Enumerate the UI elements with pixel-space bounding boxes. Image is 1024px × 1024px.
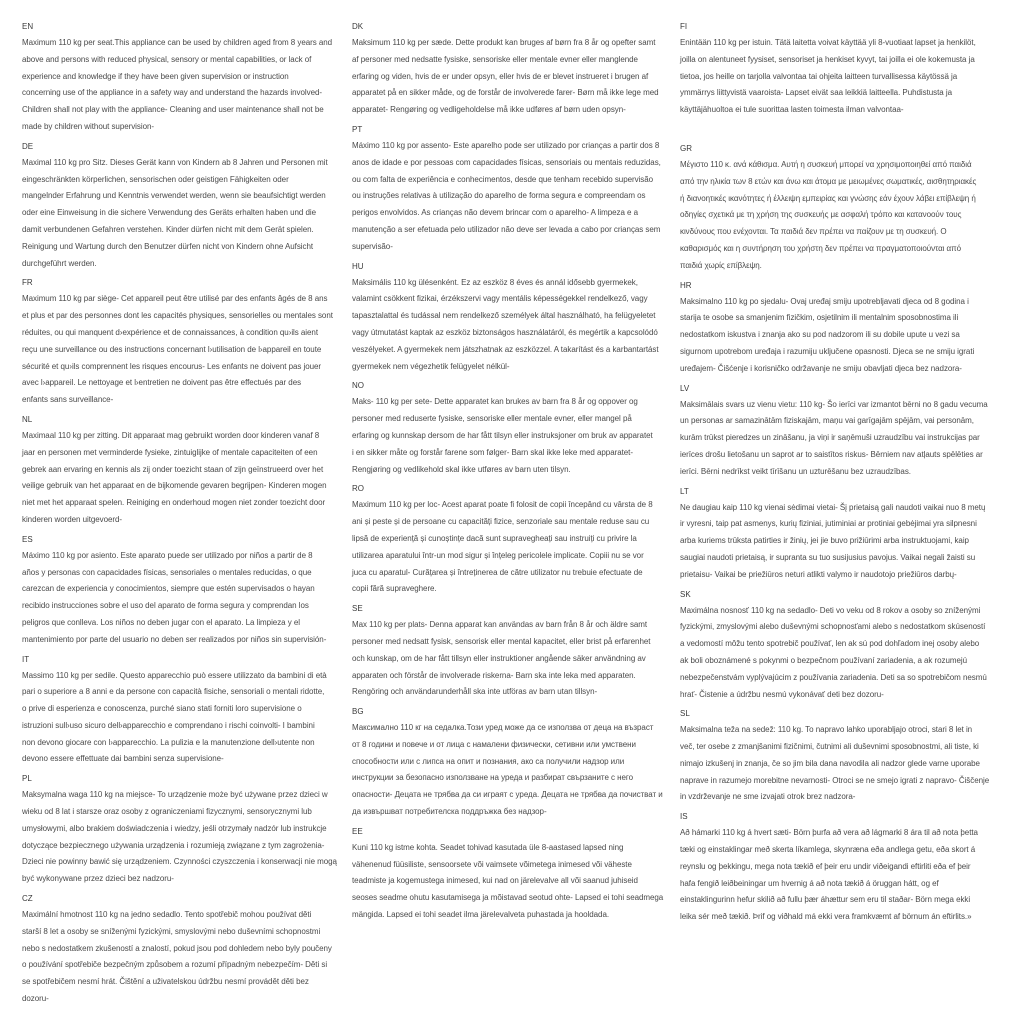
warning-text-line: durchgeführt werden. [22,258,97,268]
warning-text-line: Að hámarki 110 kg á hvert sæti- Börn þurfa að vera að lágmarki 8 ára til að nota þetta [680,828,978,838]
warning-text-line: да извършват потребителска поддръжка без надзор- [352,807,547,817]
warning-text-line: recibido instrucciones sobre el uso del aparato de forma segura y comprendan los [22,601,309,611]
warning-text-line: Maksimālais svars uz vienu vietu: 110 kg- Šo ierīci var izmantot bērni no 8 gadu vecuma [680,399,988,409]
warning-text-line: supervisão- [352,241,393,251]
warning-text-line: istruzioni sull›uso sicuro dell›apparecchio e comprendano i rischi coinvolti- I bambini [22,720,315,730]
warning-text-line: manutenção a ser efetuada pelo utilizador não deve ser levada a cabo por crianças sem [352,224,661,234]
warning-text-line: avec l›appareil. Le nettoyage et l›entretien ne doivent pas être effectués par des [22,378,302,388]
warning-text-line: i en sikker måte og forstår farene som følger- Barn skal ikke leke med apparatet- [352,447,633,457]
warning-text-line: apparatet- Rengøring og vedligeholdelse må ikke udføres af børn uden opsyn- [352,105,626,115]
warning-text-line: concerning use of the appliance in a safety way and understand the hazards involved- [22,88,322,98]
language-code: EN [22,22,34,31]
warning-text-line: perigos envolvidos. As crianças não devem brincar com o aparelho- A limpeza e a [352,208,638,218]
warning-section-it [22,652,356,769]
warning-text-line: valamint csökkent fizikai, érzékszervi vagy mentális képességekkel rendelkező, vagy [352,294,648,304]
warning-section-hr [680,278,1014,378]
warning-text-line: erfaring og kunnskap dersom de har fått tilsyn eller instruksjoner om bruk av apparatet [352,430,653,440]
warning-text-line: starší 8 let a osoby se sníženými fyzickými, smyslovými nebo duševními schopnostmi [22,926,321,936]
warning-text-line: reynslu og þekkingu, mega nota tækið ef þeir eru undir viðeigandi eftirliti eða ef þeir [680,861,971,871]
warning-text-line: nedostatkom iskustva i znanja ako su pod nadzorom ili su dobile upute u vezi sa [680,330,960,340]
warning-text-line: Dzieci nie powinny bawić się urządzeniem. Czynności czyszczenia i konserwacji nie mogą [22,857,337,867]
warning-section-pt [352,122,686,256]
language-code: NL [22,414,33,424]
warning-text-line: ou instruções relativas à utilização do aparelho de forma segura e compreendam os [352,191,646,201]
language-code: SE [352,604,363,614]
warning-text-line: juca cu aparatul- Curățarea și întreținerea de către utilizator nu trebuie efectuate de [352,567,643,577]
language-code: HU [352,261,364,271]
warning-text-line: več, ter osebe z zmanjšanimi fizičnimi, čutnimi ali duševnimi sposobnostmi, ali tiste, ki [680,742,979,752]
warning-text-line: jaar en personen met verminderde fysieke, zintuiglijke of mentale capaciteiten of een [22,447,318,457]
language-code: ES [22,534,33,544]
warning-section-en [22,19,356,136]
warning-text-line: prietaisu- Vaikai be priežiūros neturi atlikti valymo ir naudotojo priežiūros darbų- [680,569,957,579]
warning-text-line: experience and knowledge if they have been given supervision or instruction [22,71,289,81]
warning-text-line: seoses seadme ohutu kasutamisega ja mõistavad seotud ohte- Lapsed ei tohi seadmega [352,893,664,903]
language-code: CZ [22,894,33,904]
warning-text-line: Ne daugiau kaip 110 kg vienai sėdimai vietai- Šį prietaisą gali naudoti vaikai nuo 8 metų [680,502,986,512]
warning-text-line: made by children without supervision- [22,121,154,131]
warning-section-no [352,378,686,478]
warning-text-line: Rengöring och användarunderhåll ska inte utföras av barn utan tillsyn- [352,687,598,697]
language-code: DK [352,22,364,31]
language-code: DE [22,141,34,151]
warning-text-line: ierīci. Bērni nedrīkst veikt tīrīšanu un uzturēšanu bez uzraudzības. [680,466,911,476]
warning-section-pl [22,771,356,888]
warning-text-line: nebo s nedostatkem zkušeností a znalostí, pokud jsou pod dohledem nebo byly poučeny [22,943,332,953]
warning-text-line: способности или с липса на опит и познания, ако са получили надзор или [352,756,625,766]
warning-text-line: leika sér með tækið. Þrif og viðhald má ekki vera framkvæmt af börnum án eftirlits.» [680,912,972,922]
warning-text-line: och kunskap, om de har fått tillsyn eller instruktioner angående säker användning av [352,653,646,663]
language-code: HR [680,280,692,290]
column-left [22,19,356,1011]
language-code: BG [352,707,364,717]
language-code: EE [352,826,363,836]
warning-text-line: опасности- Децата не трябва да си играят с уреда. Децата не трябва да почистват и [352,790,663,800]
warning-text-line: eingeschränkten körperlichen, sensorischen oder geistigen Fähigkeiten oder [22,174,289,184]
warning-text-line: oder eine Einweisung in die sichere Verwendung des Geräts erhalten haben und die [22,208,316,218]
warning-text-line: gyermekek nem végezhetik felügyelet nélkül- [352,361,510,371]
language-code: GR [680,143,692,153]
warning-section-sl [680,706,1014,806]
language-code: IS [680,812,688,822]
warning-text-line: tietoa, jos heille on tarjolla valvontaa tai ohjeita laitteen turvallisessa käytössä ja [680,71,958,81]
warning-text-line: Reinigung und Wartung durch den Benutzer dürfen nicht von Kindern ohne Aufsicht [22,241,314,251]
warning-section-bg [352,704,686,821]
warning-text-line: mängida. Lapsed ei tohi seadet ilma järelevalveta puhastada ja hooldada. [352,910,610,920]
warning-text-line: hrať- Čistenie a údržbu nesmú vykonávať deti bez dozoru- [680,689,884,699]
warning-text-line: kurām trūkst pieredzes un zināšanu, ja viņi ir saņēmuši uzraudzību vai instrukcijas par [680,433,980,443]
warning-text-line: arba kuriems trūksta patirties ir žinių, jei jie buvo prižiūrimi arba instruktuojami, kaip [680,536,969,546]
language-code: LV [680,383,690,393]
warning-text-line: Maximal 110 kg pro Sitz. Dieses Gerät kann von Kindern ab 8 Jahren und Personen mit [22,157,328,167]
warning-text-line: Maximum 110 kg per seat.This appliance can be used by children aged from 8 years and [22,38,333,47]
warning-text-line: инструкции за безопасно използване на уреда и разбират свързаните с него [352,773,634,783]
warning-text-line: Maksimalno 110 kg po sjedalu- Ovaj uređaj smiju upotrebljavati djeca od 8 godina i [680,296,969,306]
warning-text-line: peligros que conlleva. Los niños no deben jugar con el aparato. La limpieza y el [22,617,300,627]
warning-section-cz [22,891,356,1008]
warning-section-de [22,139,356,273]
warning-section-fi [680,19,1014,119]
warning-text-line: από την ηλικία των 8 ετών και άνω και άτομα με μειωμένες σωματικές, αισθητηριακές [680,176,977,186]
warning-text-line: umysłowymi, albo brakiem doświadczenia i wiedzy, jeśli otrzymały nadzór lub instrukcje [22,823,327,833]
warning-text-line: Максимално 110 кг на седалка.Този уред може да се използва от деца на възраст [352,723,654,733]
warning-text-line: Massimo 110 kg per sedile. Questo apparecchio può essere utilizzato da bambini di età [22,670,327,680]
warning-text-line: Máximo 110 kg por asiento. Este aparato puede ser utilizado por niños a partir de 8 [22,550,313,560]
warning-text-line: niet met het apparaat spelen. Reiniging en onderhoud mogen niet zonder toezicht door [22,498,326,508]
warning-text-line: copii fără supraveghere. [352,584,437,594]
language-code: FI [680,22,688,31]
warning-text-line: kinderen worden uitgevoerd- [22,514,123,524]
warning-text-line: erfaring og viden, hvis de er under opsyn, eller hvis de er blevet instrueret i brugen af [352,71,649,81]
warning-text-line: sécurité et qu›ils comprennent les risques encourus- Les enfants ne doivent pas jouer [22,361,322,371]
warning-text-line: Enintään 110 kg per istuin. Tätä laitetta voivat käyttää yli 8-vuotiaat lapset ja henkilöt, [680,38,976,47]
language-code: SK [680,589,691,599]
warning-text-line: anos de idade e por pessoas com capacidades físicas, sensoriais ou mentais reduzidas, [352,157,661,167]
warning-text-line: ou com falta de experiência e conhecimentos, desde que tenham recebido supervisão [352,174,654,184]
warning-text-line: años y personas con capacidades físicas, sensoriales o mentales reducidas, o que [22,567,312,577]
warning-text-line: wieku od 8 lat i starsze oraz osoby z ograniczeniami fizycznymi, sensorycznymi lub [22,807,312,817]
warning-text-line: non devono giocare con l›apparecchio. La pulizia e la manutenzione dell›utente non [22,737,315,747]
warning-text-line: naprave in razumejo morebitne nevarnosti- Otroci se ne smejo igrati z napravo- Čiščenje [680,775,990,785]
warning-text-line: o používání spotřebiče bezpečným způsobem a rozumí případným nebezpečím- Děti si [22,960,328,970]
warning-section-ee [352,824,686,924]
warning-text-line: ak boli oboznámené s pokynmi o bezpečnom používaní zariadenia, a ak rozumejú [680,655,968,665]
warning-section-gr [680,141,1014,275]
warning-text-line: ierīces drošu lietošanu un saprot ar to saistītos riskus- Bērniem nav atļauts spēlēties ar [680,449,983,459]
warning-text-line: hafa fengið leiðbeiningar um hvernig á að nota tækið á öruggan hátt, og ef [680,878,939,888]
warning-section-se [352,601,686,701]
warning-text-line: nimajo izkušenj in znanja, če so jim bila dana navodila ali nadzor glede varne uporabe [680,758,980,768]
warning-text-line: Maksimalna teža na sedež: 110 kg. To napravo lahko uporabljajo otroci, stari 8 let in [680,725,973,735]
warning-text-line: above and persons with reduced physical, sensory or mental capabilities, or lack of [22,54,312,64]
warning-text-line: lipsă de experiență și cunoștințe dacă sunt supravegheați sau instruiți cu privire la [352,533,637,543]
warning-section-dk [352,19,686,119]
warning-text-line: in vzdrževanje ne sme izvajati otrok brez nadzora- [680,792,856,802]
language-code: LT [680,486,689,496]
warning-text-line: un personas ar samazinātām fiziskajām, maņu vai garīgajām spējām, vai personām, [680,416,974,426]
warning-text-line: ani și peste și de persoane cu capacități fizice, senzoriale sau mentale reduse sau cu [352,517,650,527]
warning-text-line: teadmiste ja kogemustega inimesed, kui nad on järelevalve all või saanud juhiseid [352,876,638,886]
warning-text-line: κινδύνους που ενέχονται. Τα παιδιά δεν πρέπει να παίζουν με τη συσκευή. Ο [680,227,947,237]
warning-section-ro [352,481,686,598]
warning-text-line: οδηγίες σχετικά με τη χρήση της συσκευής με ασφαλή τρόπο και κατανοούν τους [680,210,962,220]
warning-text-line: uređajem- Čišćenje i korisničko održavanje ne smiju obavljati djeca bez nadzora- [680,363,962,373]
language-code: SL [680,709,690,719]
warning-section-sk [680,587,1014,704]
warning-text-line: gebrek aan ervaring en kennis als zij onder toezicht staan of zijn geïnstrueerd over het [22,464,324,474]
language-code: IT [22,654,30,664]
warning-text-line: reçu une surveillance ou des instructions concernant l›utilisation de l›appareil en toute [22,344,322,354]
column-middle [352,19,686,927]
warning-text-line: o prive di esperienza e conoscenza, purché siano stati forniti loro supervisione o [22,704,302,714]
language-code: NO [352,381,364,391]
warning-text-line: saugiai naudoti prietaisą, ir supranta su tuo susijusius pavojus. Vaikai negali žaisti su [680,552,976,562]
warning-text-line: fyzickými, zmyslovými alebo duševnými schopnosťami alebo s nedostatkom skúseností [680,622,986,632]
warning-text-line: Maximaal 110 kg per zitting. Dit apparaat mag gebruikt worden door kinderen vanaf 8 [22,430,320,440]
warning-text-line: Max 110 kg per plats- Denna apparat kan användas av barn från 8 år och äldre samt [352,620,648,630]
warning-text-line: dotyczące bezpiecznego używania urządzenia i rozumieją związane z tym zagrożenia- [22,840,325,850]
warning-text-line: apparatet på en sikker måde, og de forstår de involverede farer- Børn må ikke lege med [352,88,659,98]
warning-text-line: sigurnom upotrebom uređaja i razumiju uključene opasnosti. Djeca se ne smiju igrati [680,346,975,356]
warning-text-line: от 8 години и повече и от лица с намалени физически, сетивни или умствени [352,739,636,749]
column-right [680,19,1014,929]
warning-text-line: Kuni 110 kg istme kohta. Seadet tohivad kasutada üle 8-aastased lapsed ning [352,842,624,852]
warning-text-line: joilla on alentuneet fyysiset, sensoriset ja henkiset kyvyt, tai joilla ei ole kokemusta ja [680,54,975,64]
language-code: PT [352,124,363,134]
warning-text-line: vagy útmutatást kaptak az eszköz biztonságos használatáról, és megértik a kapcsolódó [352,327,658,337]
warning-text-line: ymmärrys liittyvistä vaaroista- Lapset eivät saa leikkiä laitteella. Puhdistusta ja [680,88,952,98]
warning-text-line: Maximálna nosnosť 110 kg na sedadlo- Deti vo veku od 8 rokov a osoby so zníženými [680,605,981,615]
warning-text-line: af personer med nedsatte fysiske, sensoriske eller mentale evner eller manglende [352,54,638,64]
warning-text-line: personer med nedsatt fysisk, sensorisk eller mental kapacitet, eller brist på erfarenhet [352,636,651,646]
warning-text-line: mantenimiento por parte del usuario no deben ser realizados por niños sin supervisión- [22,634,327,644]
warning-text-line: Μέγιστο 110 κ. ανά κάθισμα. Αυτή η συσκευή μπορεί να χρησιμοποιηθεί από παιδιά [680,159,972,169]
language-code: PL [22,774,32,784]
warning-text-line: carezcan de experiencia y conocimientos, siempre que estén supervisados o hayan [22,584,315,594]
warning-text-line: veilige gebruik van het apparaat en de bijkomende gevaren begrijpen- Kinderen mogen [22,481,327,491]
warning-text-line: réduites, ou qui manquent d›expérience et de connaissances, à condition qu›ils aient [22,327,318,337]
warning-text-line: ir vyresni, taip pat asmenys, kurių fiziniai, jutiminiai ar protiniai gebėjimai yra silpnesni [680,519,977,529]
warning-text-line: Maksimális 110 kg ülésenként. Ez az eszköz 8 éves és annál idősebb gyermekek, [352,277,638,287]
warning-text-line: vähenenud füüsiliste, sensoorsete või vaimsete võimetega inimesed või väheste [352,859,632,869]
warning-text-line: Maksimum 110 kg per sæde. Dette produkt kan bruges af børn fra 8 år og opefter samt [352,38,656,47]
warning-text-line: Maximum 110 kg per loc- Acest aparat poate fi folosit de copii începând cu vârsta de 8 [352,500,653,510]
warning-section-es [22,532,356,649]
warning-text-line: se spotřebičem nesmí hrát. Čištění a uživatelskou údržbu nesmí provádět děti bez [22,977,309,987]
warning-text-line: Maksymalna waga 110 kg na miejsce- To urządzenie może być używane przez dzieci w [22,790,328,800]
warning-text-line: et plus et par des personnes dont les capacités physiques, sensorielles ou mentales sont [22,311,333,321]
warning-text-line: pari o superiore a 8 anni e da persone con capacità fisiche, sensoriali o mentali ridotte, [22,687,325,697]
warning-text-line: być wykonywane przez dzieci bez nadzoru- [22,874,174,884]
warning-text-line: tæki og einstaklingar með skerta líkamlega, skynræna eða andlega getu, eða skort á [680,845,976,855]
warning-text-line: Rengjøring og vedlikehold skal ikke utføres av barn uten tilsyn. [352,464,571,474]
warning-section-fr [22,275,356,409]
warning-text-line: utilizarea aparatului într-un mod sigur și înțeleg pericolele implicate. Copiii nu se vor [352,550,644,560]
warning-text-line: apparaten och förstår de involverade riskerna- Barn ska inte leka med apparaten. [352,670,636,680]
language-code: FR [22,278,33,288]
warning-text-line: a vedomostí môžu tento spotrebič používať, len ak sú pod dohľadom inej osoby alebo [680,639,980,649]
warning-text-line: dozoru- [22,994,49,1004]
warning-text-line: παιδιά χωρίς επίβλεψη. [680,260,762,270]
warning-text-line: Maximální hmotnost 110 kg na jedno sedadlo. Tento spotřebič mohou používat děti [22,910,312,920]
warning-text-line: damit verbundenen Gefahren verstehen. Kinder dürfen nicht mit dem Gerät spielen. [22,224,314,234]
warning-text-line: nebezpečenstvám vyplývajúcim z používania zariadenia. Deti sa so spotrebičom nesmú [680,672,987,682]
warning-text-line: Maximum 110 kg par siège- Cet appareil peut être utilisé par des enfants âgés de 8 ans [22,294,328,304]
language-code: RO [352,484,364,494]
warning-text-line: mangelnder Erfahrung und Kenntnis verwendet werden, wenn sie beaufsichtigt werden [22,191,326,201]
warning-text-line: Máximo 110 kg por assento- Este aparelho pode ser utilizado por crianças a partir dos 8 [352,140,660,150]
warning-text-line: Maks- 110 kg per sete- Dette apparatet kan brukes av barn fra 8 år og oppover og [352,397,638,407]
warning-text-line: devono essere effettuate dai bambini senza supervisione- [22,754,224,764]
warning-text-line: personer med reduserte fysiske, sensoriske eller mentale evner, eller mangel på [352,414,632,424]
warning-section-hu [352,259,686,376]
warning-section-nl [22,412,356,529]
warning-section-lt [680,484,1014,584]
warning-text-line: veszélyeket. A gyermekek nem játszhatnak az eszközzel. A takarítást és a karbantartást [352,344,659,354]
warning-text-line: Children shall not play with the appliance- Cleaning and user maintenance shall not be [22,105,324,115]
warning-section-is [680,809,1014,926]
warning-text-line: καθαρισμός και η συντήρηση του χρήστη δεν πρέπει να πραγματοποιούνται από [680,243,961,253]
warning-section-lv [680,381,1014,481]
warning-text-line: käyttäjähuoltoa ei tule suorittaa lasten toimesta ilman valvontaa- [680,105,904,115]
warning-text-line: enfants sans surveillance- [22,395,114,405]
warning-text-line: tapasztalattal és tudással nem rendelkező személyek által használható, ha felügyeletet [352,311,656,321]
warning-text-line: einstaklingurinn hefur skilið að fullu þær áhættur sem eru til staðar- Börn mega ekki [680,895,971,905]
warning-text-line: ή διανοητικές ικανότητες ή έλλειψη εμπειρίας και γνώσης εάν έχουν λάβει επίβλεψη ή [680,193,976,203]
warning-text-line: starija te osobe sa smanjenim fizičkim, osjetilnim ili mentalnim sposobnostima ili [680,313,959,323]
